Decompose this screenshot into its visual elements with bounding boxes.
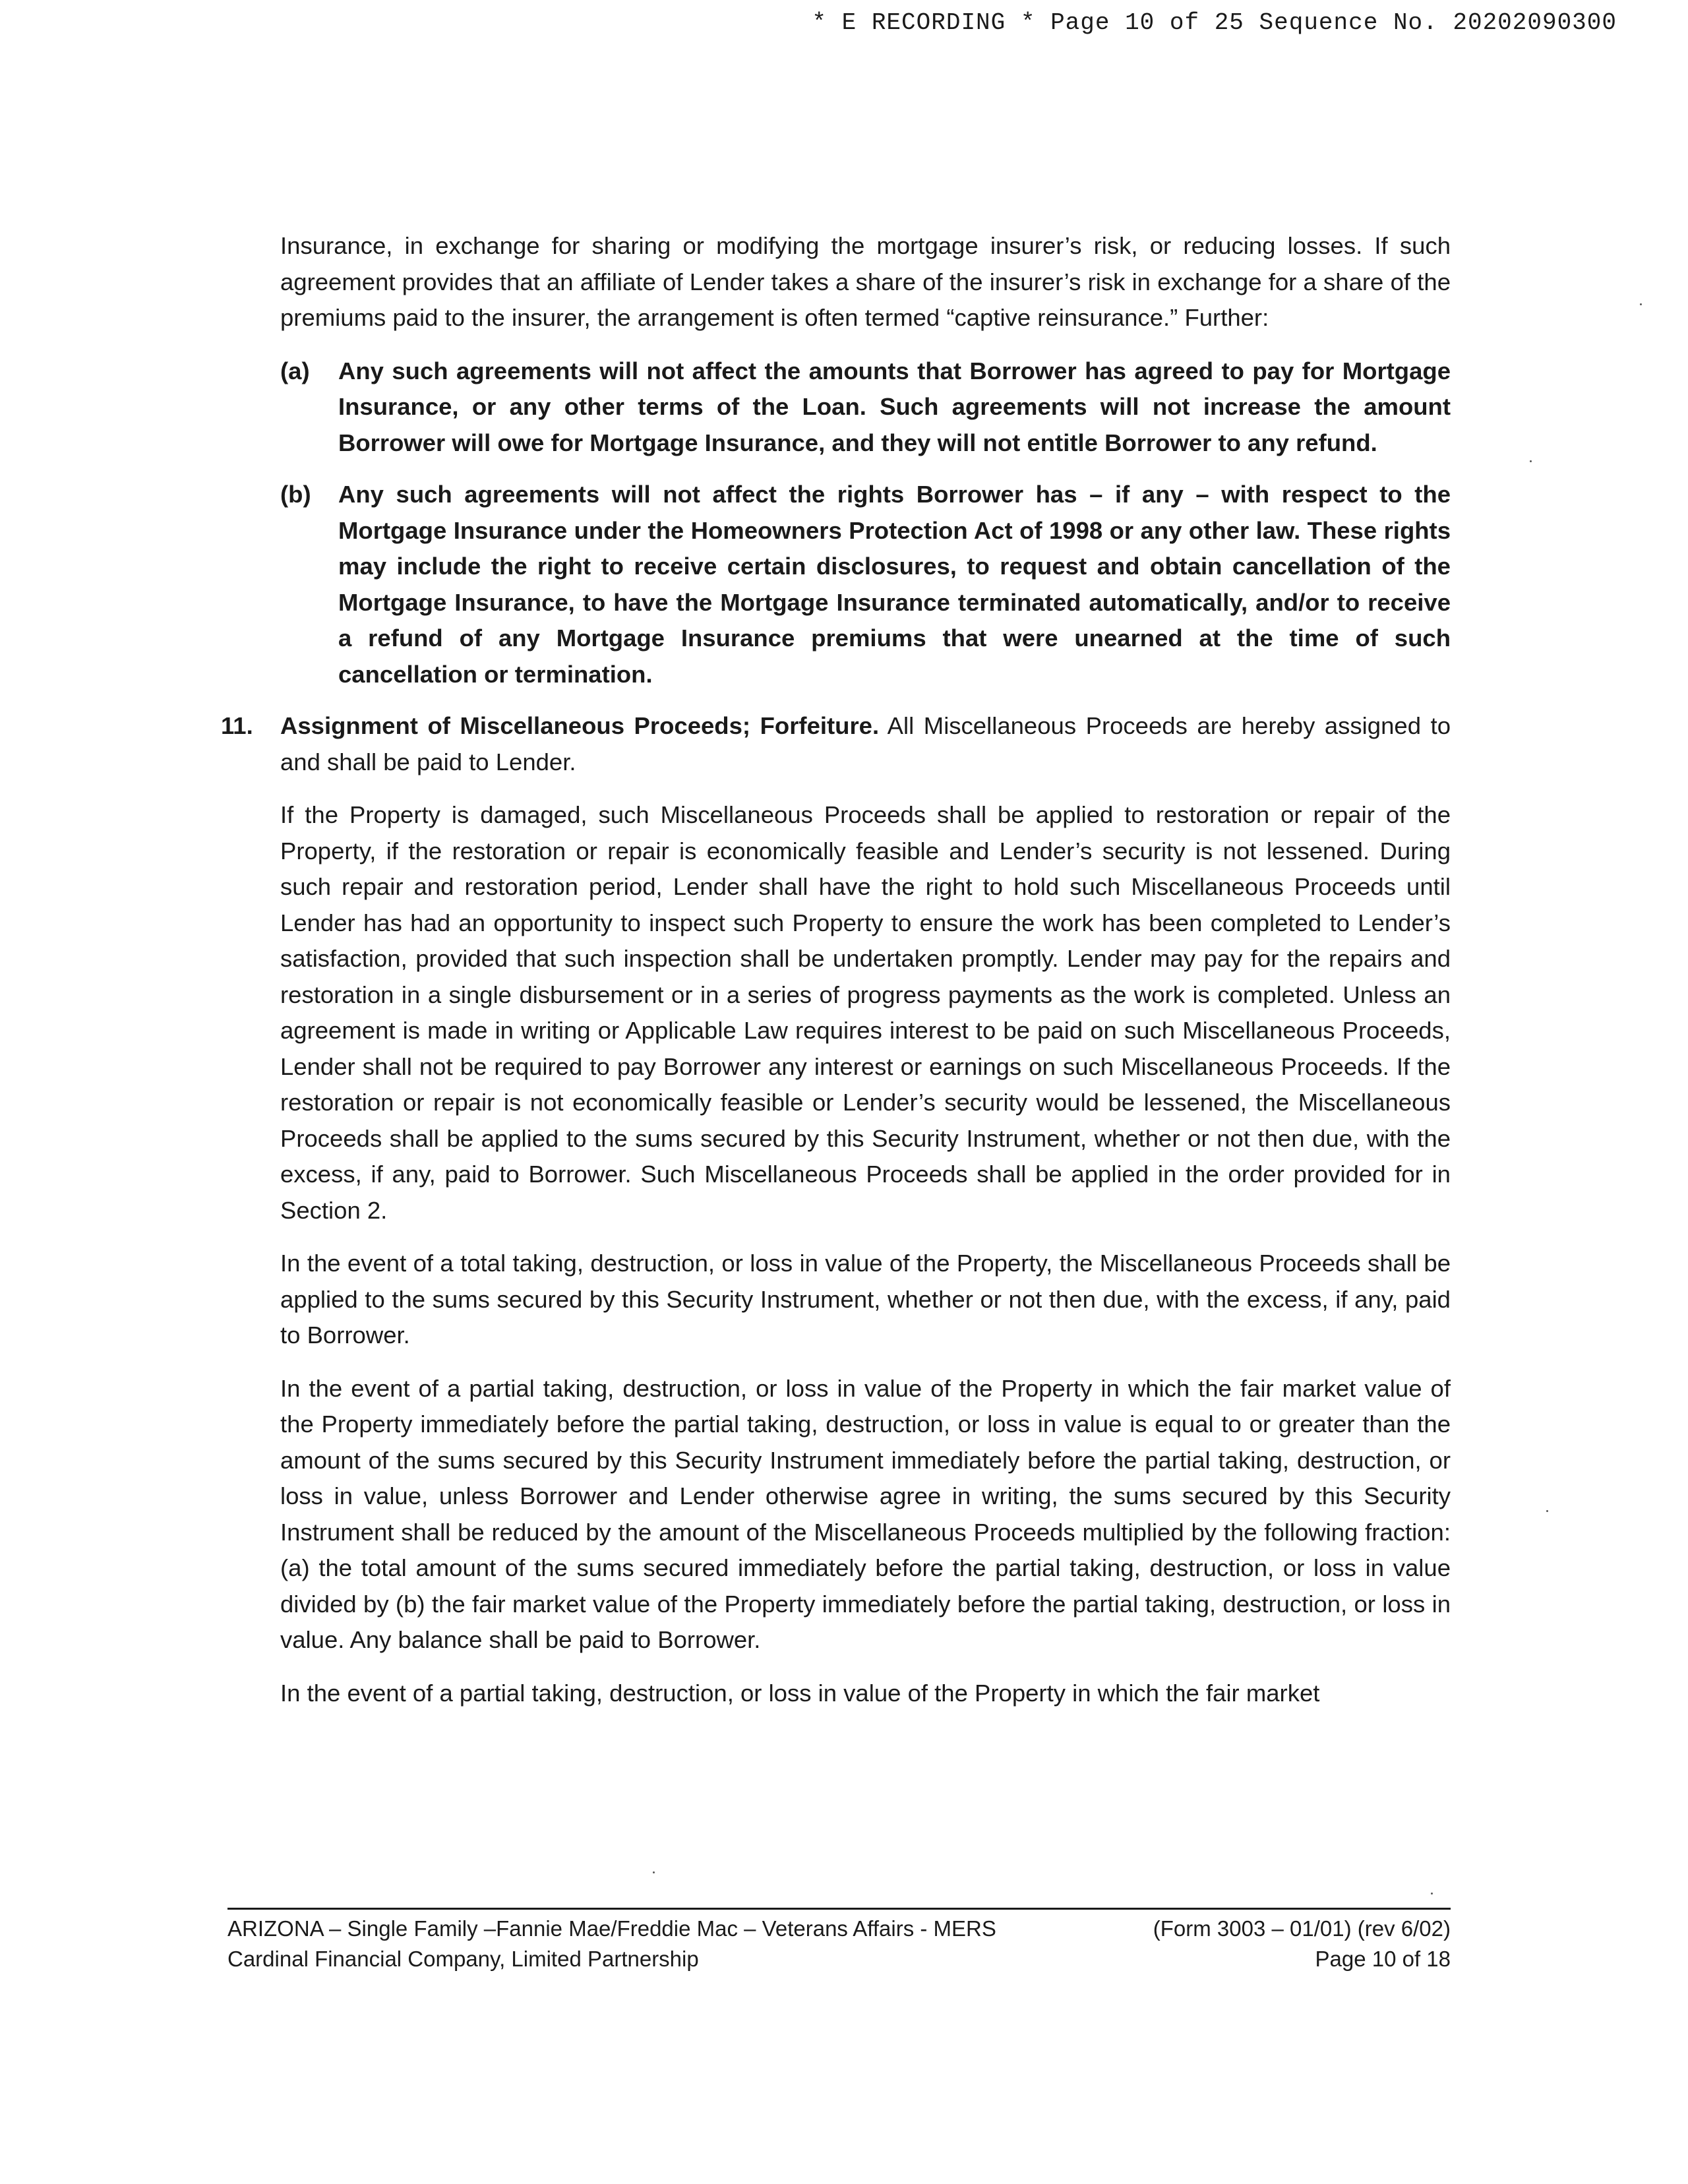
footer-form-number: (Form 3003 – 01/01) (rev 6/02) bbox=[1153, 1916, 1451, 1941]
recording-header: * E RECORDING * Page 10 of 25 Sequence No. 20202090300 bbox=[812, 9, 1617, 36]
intro-paragraph: Insurance, in exchange for sharing or modifying the mortgage insurer’s risk, or reducing losses. If such agreement provides that an affiliate of Lender takes a share of the insurer’s risk in exchange for a share of the premiums paid to the insurer, the arrangement is often termed “captive reinsurance.” Further: bbox=[280, 232, 1451, 331]
scan-speck bbox=[1640, 303, 1642, 305]
footer-right bbox=[1153, 1914, 1451, 1974]
scan-speck bbox=[1546, 1510, 1548, 1512]
section-paragraph: If the Property is damaged, such Miscellaneous Proceeds shall be applied to restoration or repair of the Property, if the restoration or repair is economically feasible and Lender’s security is not lessened. During such repair and restoration period, Lender shall have the right to hold such Miscellaneous Proceeds until Lender has had an opportunity to inspect such Property to ensure the work has been completed to Lender’s satisfaction, provided that such inspection shall be undertaken promptly. Lender may pay for the repairs and restoration in a single disbursement or in a series of progress payments as the work is completed. Unless an agreement is made in writing or Applicable Law requires interest to be paid on such Miscellaneous Proceeds, Lender shall not be required to pay Borrower any interest or earnings on such Miscellaneous Proceeds. If the restoration or repair is not economically feasible or Lender’s security would be lessened, the Miscellaneous Proceeds shall be applied to the sums secured by this Security Instrument, whether or not then due, with the excess, if any, paid to Borrower. Such Miscellaneous Proceeds shall be applied in the order provided for in Section 2. bbox=[280, 801, 1451, 1224]
section-paragraph: In the event of a partial taking, destruction, or loss in value of the Property in which the fair market value of the Property immediately before the partial taking, destruction, or loss in value is equal to or greater than the amount of the sums secured by this Security Instrument immediately before the partial taking, destruction, or loss in value, unless Borrower and Lender otherwise agree in writing, the sums secured by this Security Instrument shall be reduced by the amount of the Miscellaneous Proceeds multiplied by the following fraction: (a) the total amount of the sums secured immediately before the partial taking, destruction, or loss in value divided by (b) the fair market value of the Property immediately before the partial taking, destruction, or loss in value. Any balance shall be paid to Borrower. bbox=[280, 1374, 1451, 1653]
section-lead-text: All Miscellaneous Proceeds are hereby assigned to and shall be paid to Lender. bbox=[280, 712, 1451, 775]
footer-left bbox=[227, 1914, 996, 1974]
footer-page-number: Page 10 of 18 bbox=[1315, 1947, 1451, 1971]
sub-item-text: Any such agreements will not affect the rights Borrower has – if any – with respect to the Mortgage Insurance under the Homeowners Protection Act of 1998 or any other law. These rights may include the right to receive certain disclosures, to request and obtain cancellation of the Mortgage Insurance, to have the Mortgage Insurance terminated automatically, and/or to receive a refund of any Mortgage Insurance premiums that were unearned at the time of such cancellation or termination. bbox=[338, 481, 1451, 688]
section-paragraph: In the event of a partial taking, destruction, or loss in value of the Property in which the fair market bbox=[280, 1679, 1320, 1707]
footer-company: Cardinal Financial Company, Limited Partnership bbox=[227, 1947, 699, 1971]
sub-item-label: (b) bbox=[280, 481, 311, 508]
sub-item-a bbox=[280, 353, 1451, 462]
section-number: 11. bbox=[221, 712, 253, 739]
scan-speck bbox=[1530, 460, 1532, 462]
sub-item-text: Any such agreements will not affect the amounts that Borrower has agreed to pay for Mortgage Insurance, or any other terms of the Loan. Such agreements will not increase the amount Borrower will owe for Mortgage Insurance, and they will not entitle Borrower to any refund. bbox=[338, 357, 1451, 456]
footer-divider bbox=[227, 1908, 1451, 1910]
section-11 bbox=[221, 708, 1451, 780]
scan-speck bbox=[653, 1871, 655, 1873]
document-body bbox=[221, 228, 1451, 1728]
section-heading-line bbox=[280, 708, 1451, 780]
footer-form-title: ARIZONA – Single Family –Fannie Mae/Freddie Mac – Veterans Affairs - MERS bbox=[227, 1916, 996, 1941]
scan-speck bbox=[1431, 1893, 1433, 1895]
sub-item-b bbox=[280, 477, 1451, 692]
section-title: Assignment of Miscellaneous Proceeds; Forfeiture. bbox=[280, 712, 880, 739]
sub-item-label: (a) bbox=[280, 357, 310, 384]
section-paragraph: In the event of a total taking, destruction, or loss in value of the Property, the Miscellaneous Proceeds shall be applied to the sums secured by this Security Instrument, whether or not then due, with the excess, if any, paid to Borrower. bbox=[280, 1250, 1451, 1349]
